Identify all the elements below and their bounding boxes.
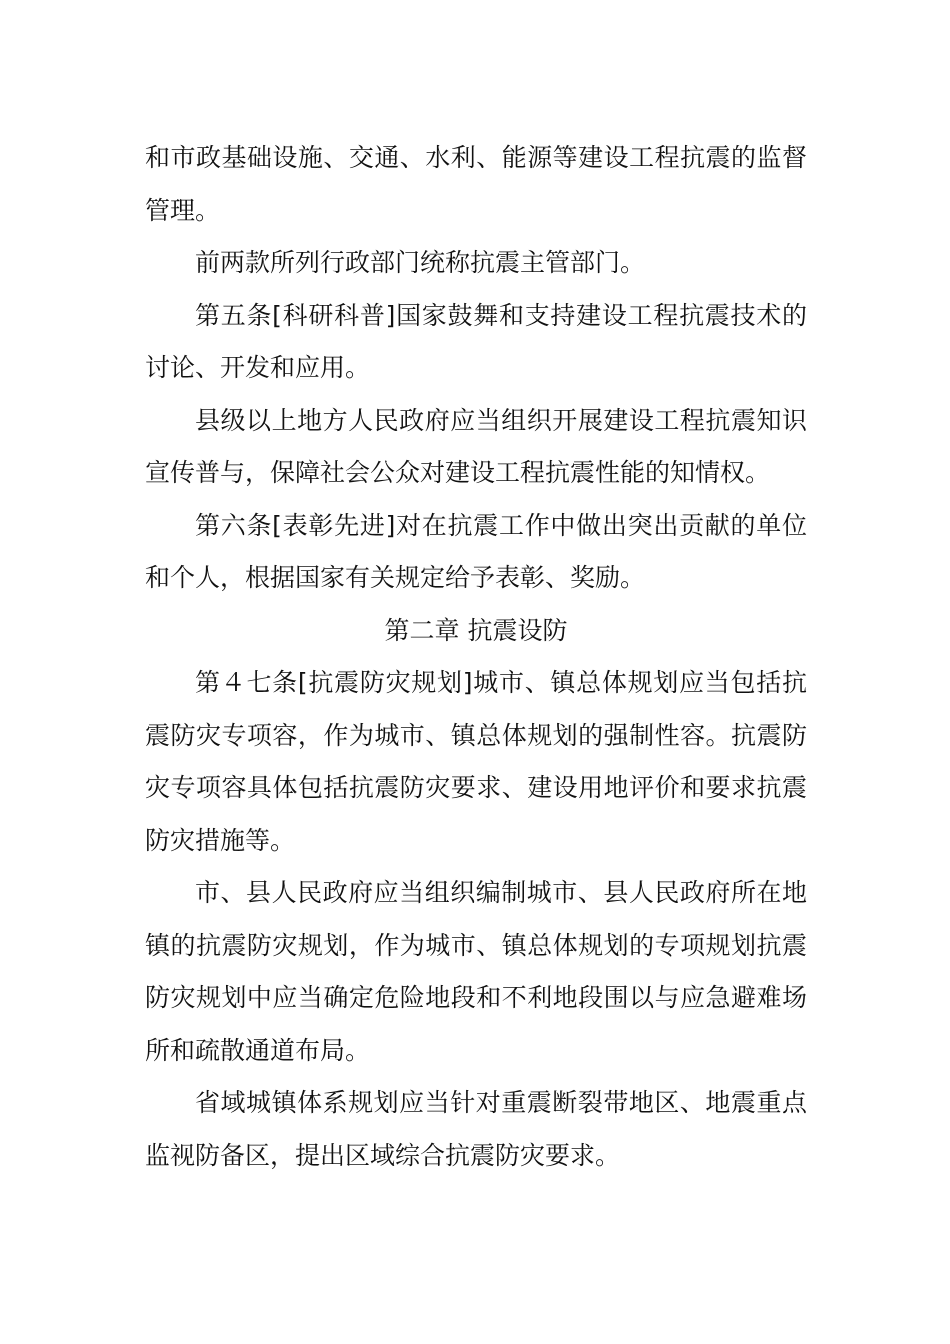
chapter-heading: 第二章 抗震设防: [384, 615, 568, 645]
document-body: [145, 132, 807, 1182]
paragraph: 省域城镇体系规划应当针对重震断裂带地区、地震重点监视防备区，提出区域综合抗震防灾要求。: [145, 1088, 807, 1170]
paragraph: 县级以上地方人民政府应当组织开展建设工程抗震知识宣传普与，保障社会公众对建设工程抗震性能的知情权。: [145, 405, 807, 487]
paragraph-continuation: 和市政基础设施、交通、水利、能源等建设工程抗震的监督管理。: [145, 143, 807, 225]
article-5: 第五条[科研科普]国家鼓舞和支持建设工程抗震技术的讨论、开发和应用。: [145, 300, 807, 382]
paragraph: 前两款所列行政部门统称抗震主管部门。: [195, 248, 646, 277]
article-6: 第六条[表彰先进]对在抗震工作中做出突出贡献的单位和个人，根据国家有关规定给予表彰、奖励。: [145, 510, 807, 592]
article-7: 第４七条[抗震防灾规划]城市、镇总体规划应当包括抗震防灾专项容，作为城市、镇总体规划的强制性容。抗震防灾专项容具体包括抗震防灾要求、建设用地评价和要求抗震防灾措施等。: [145, 668, 807, 855]
paragraph: 市、县人民政府应当组织编制城市、县人民政府所在地镇的抗震防灾规划，作为城市、镇总体规划的专项规划抗震防灾规划中应当确定危险地段和不利地段围以与应急避难场所和疏散通道布局。: [145, 878, 807, 1065]
